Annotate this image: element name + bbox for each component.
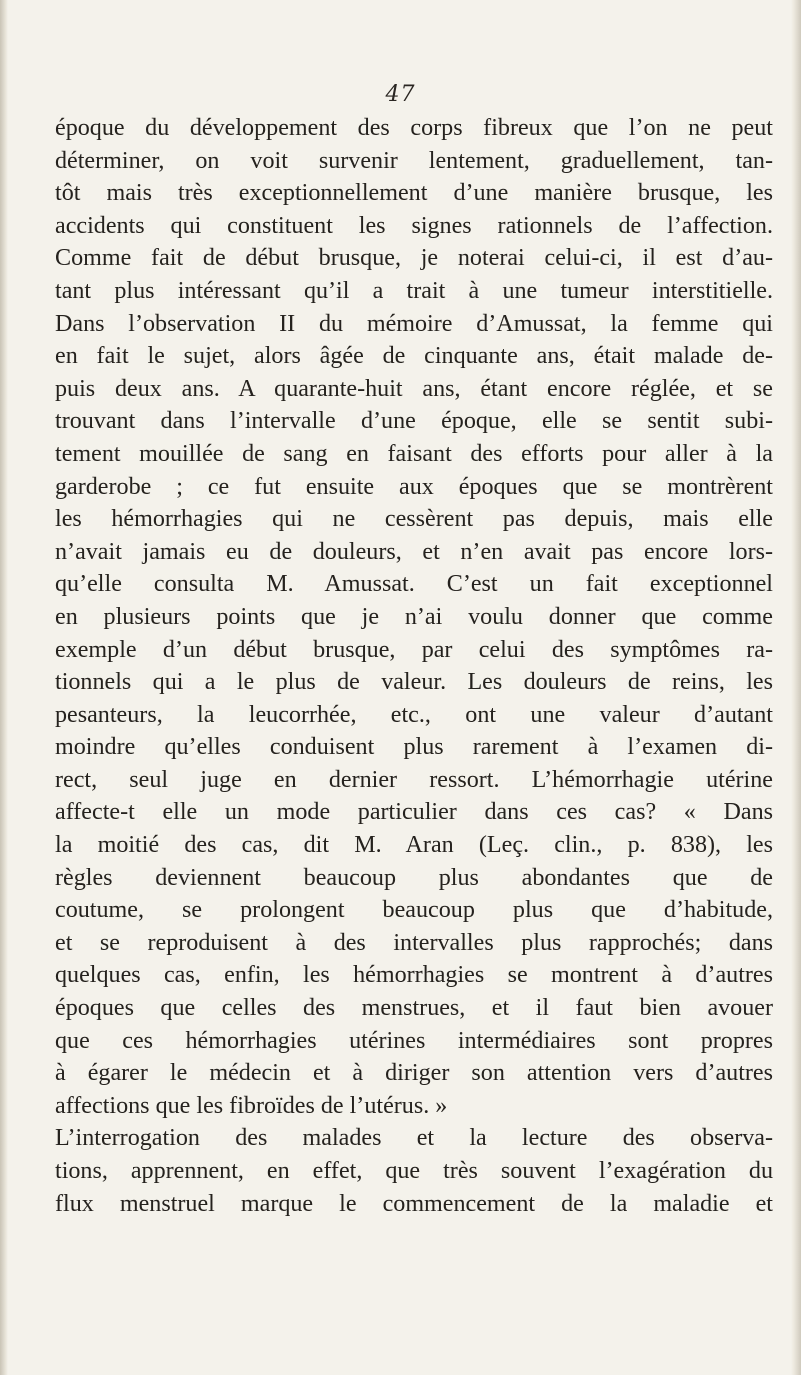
text-line: tionnels qui a le plus de valeur. Les douleurs de reins, les <box>55 669 773 696</box>
text-line: n’avait jamais eu de douleurs, et n’en avait pas encore lors- <box>55 538 773 565</box>
text-line: flux menstruel marque le commencement de la maladie et <box>55 1190 773 1217</box>
text-line: en plusieurs points que je n’ai voulu donner que comme <box>55 603 773 630</box>
text-line: tions, apprennent, en effet, que très souvent l’exagération du <box>55 1158 773 1184</box>
text-line: coutume, se prolongent beaucoup plus que d’habitude, <box>55 897 773 924</box>
text-line: pesanteurs, la leucorrhée, etc., ont une valeur d’autant <box>55 701 773 728</box>
text-line: accidents qui constituent les signes rationnels de l’affection. <box>55 212 773 239</box>
text-line: affecte-t elle un mode particulier dans ces cas? « Dans <box>55 799 773 826</box>
page-edge-right <box>791 0 801 1375</box>
text-line: rect, seul juge en dernier ressort. L’hémorrhagie utérine <box>55 766 773 793</box>
text-line: règles deviennent beaucoup plus abondantes que de <box>55 864 773 891</box>
text-line: époques que celles des menstrues, et il faut bien avouer <box>55 995 773 1022</box>
text-line: moindre qu’elles conduisent plus rarement à l’examen di- <box>55 734 773 761</box>
text-line: Comme fait de début brusque, je noterai celui-ci, il est d’au- <box>55 245 773 272</box>
text-line: tement mouillée de sang en faisant des efforts pour aller à la <box>55 440 773 467</box>
text-line: en fait le sujet, alors âgée de cinquante ans, était malade de- <box>55 343 773 370</box>
page-edge-left <box>0 0 8 1375</box>
text-line: époque du développement des corps fibreux que l’on ne peut <box>55 115 773 141</box>
text-line: et se reproduisent à des intervalles plus rapprochés; dans <box>55 929 773 956</box>
text-line: garderobe ; ce fut ensuite aux époques que se montrèrent <box>55 473 773 500</box>
text-line: la moitié des cas, dit M. Aran (Leç. clin., p. 838), les <box>55 832 773 859</box>
text-line: exemple d’un début brusque, par celui des symptômes ra- <box>55 636 773 663</box>
text-line: puis deux ans. A quarante-huit ans, étant encore réglée, et se <box>55 375 773 402</box>
text-line: que ces hémorrhagies utérines intermédiaires sont propres <box>55 1027 773 1054</box>
text-line: Dans l’observation II du mémoire d’Amussat, la femme qui <box>55 310 773 337</box>
text-line: les hémorrhagies qui ne cessèrent pas depuis, mais elle <box>55 506 773 533</box>
text-line: tôt mais très exceptionnellement d’une manière brusque, les <box>55 180 773 207</box>
text-line: à égarer le médecin et à diriger son attention vers d’autres <box>55 1060 773 1087</box>
page-number: 47 <box>385 82 416 107</box>
text-line: trouvant dans l’intervalle d’une époque, elle se sentit subi- <box>55 408 773 435</box>
text-line: tant plus intéressant qu’il a trait à une tumeur interstitielle. <box>55 277 773 304</box>
text-line: qu’elle consulta M. Amussat. C’est un fait exceptionnel <box>55 571 773 598</box>
text-line: affections que les fibroïdes de l’utérus. » <box>55 1092 448 1119</box>
text-line: déterminer, on voit survenir lentement, graduellement, tan- <box>55 147 773 174</box>
body-text <box>55 112 773 1220</box>
text-line: L’interrogation des malades et la lecture des observa- <box>55 1125 773 1152</box>
text-line: quelques cas, enfin, les hémorrhagies se montrent à d’autres <box>55 962 773 989</box>
